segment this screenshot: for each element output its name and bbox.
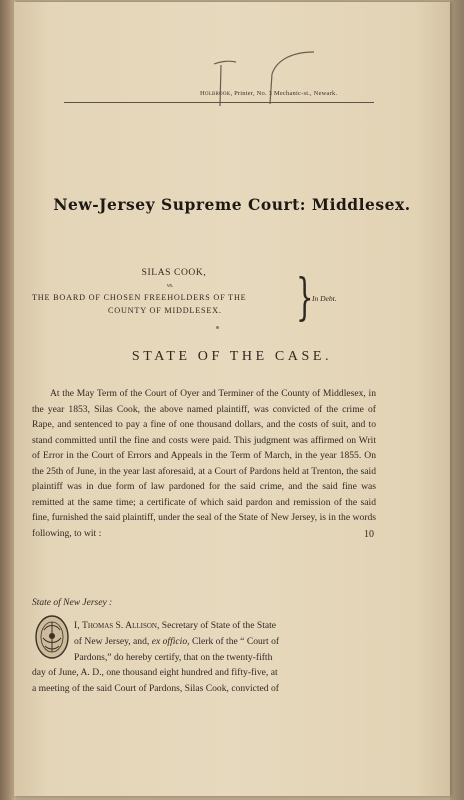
versus-label: vs.: [167, 283, 174, 289]
certificate-line-4: day of June, A. D., one thousand eight hundred and fifty-five, at: [32, 667, 278, 679]
action-type: In Debt.: [312, 294, 337, 303]
caption-brace: }: [296, 268, 314, 326]
certificate-venue: State of New Jersey :: [32, 598, 113, 608]
page-edge: [450, 0, 464, 800]
certificate-text: [32, 618, 376, 697]
certificate-line-1: I, Thomas S. Allison, Secretary of State of the State: [74, 620, 277, 631]
certificate-line-3: Pardons,” do hereby certify, that on the twenty-fifth: [74, 651, 273, 663]
printer-imprint: [200, 90, 337, 97]
case-statement-paragraph: At the May Term of the Court of Oyer and Terminer of the County of Middlesex, in the year 1853, Silas Cook, the above named plaintiff, was convicted of the crime of Rape, and sentenced to pay a fine of one thousand dollars, and the costs of suit, and to stand committed until the fine and costs were paid. This judgment was affirmed on Writ of Error in the Court of Errors and Appeals in the Term of March, in the year 1855. On the 25th of June, in the year last aforesaid, at a Court of Pardons held at Trenton, the said plaintiff was in due form of law pardoned for the said crime, and the said fine was remitted at the same time; a certificate of which said pardon and remission of the said fine, furnished the said plaintiff, under the seal of the State of New Jersey, is in the words following, to wit :: [32, 388, 376, 539]
plaintiff-name: SILAS COOK,: [141, 268, 207, 278]
header-rule: [64, 102, 374, 103]
printer-name: Holbrook: [200, 90, 231, 97]
defendant-line-2: COUNTY OF MIDDLESEX.: [108, 306, 222, 315]
defendant-line-1: THE BOARD OF CHOSEN FREEHOLDERS OF THE: [32, 293, 247, 302]
ornament-dot: [216, 326, 219, 329]
court-title: New-Jersey Supreme Court: Middlesex.: [53, 195, 411, 214]
pencil-marks: [14, 2, 450, 142]
document-page: [14, 2, 450, 796]
certificate-line-2: of New Jersey, and, ex officio, Clerk of the “ Court of: [74, 635, 280, 647]
secretary-name: Thomas S. Allison: [82, 620, 157, 631]
certificate-line-5: a meeting of the said Court of Pardons, Silas Cook, convicted of: [32, 683, 279, 695]
section-heading: STATE OF THE CASE.: [131, 349, 333, 364]
printer-address: , Printer, No. 3 Mechanic-st., Newark.: [230, 90, 338, 97]
ex-officio-text: ex officio: [151, 635, 188, 647]
margin-line-number: 10: [364, 529, 374, 540]
